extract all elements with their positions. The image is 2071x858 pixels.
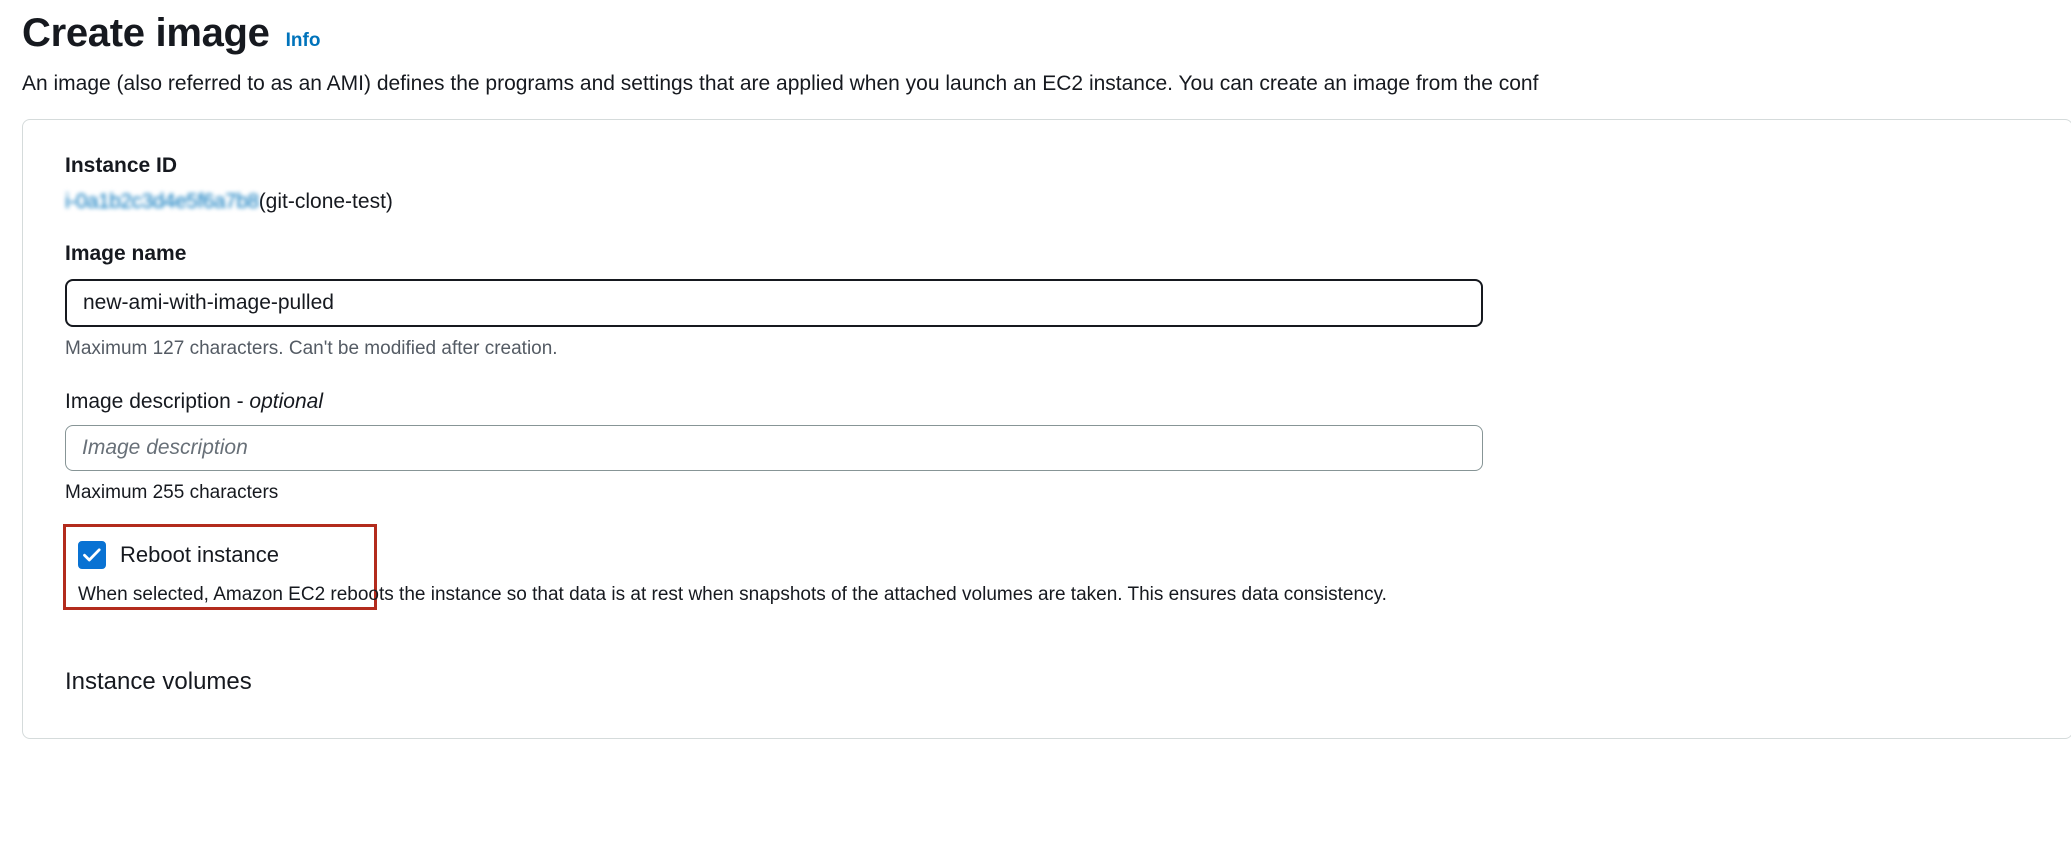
instance-volumes-title: Instance volumes <box>65 667 252 695</box>
image-description-field <box>65 388 2071 506</box>
reboot-instance-highlight <box>63 524 1387 610</box>
image-description-label-text: Image description - <box>65 389 250 413</box>
image-name-hint: Maximum 127 characters. Can't be modified after creation. <box>65 337 558 359</box>
instance-name-suffix: (git-clone-test) <box>258 189 393 213</box>
reboot-instance-description: When selected, Amazon EC2 reboots the instance so that data is at rest when snapshots of the attached volumes are taken. This ensures data consistency. <box>78 583 1387 605</box>
instance-id-field <box>65 152 2071 213</box>
instance-id-redacted-value[interactable]: i-0a1b2c3d4e5f6a7b8 <box>65 189 259 213</box>
image-description-input[interactable] <box>65 425 1483 471</box>
image-description-hint: Maximum 255 characters <box>65 481 279 503</box>
image-name-field <box>65 240 2071 362</box>
image-name-label: Image name <box>65 241 187 265</box>
image-description-optional-text: optional <box>249 389 323 413</box>
reboot-instance-row[interactable] <box>78 541 374 569</box>
reboot-instance-checkbox[interactable] <box>78 541 106 569</box>
instance-id-value-row <box>65 190 2071 214</box>
create-image-form-container <box>22 119 2071 739</box>
page-title: Create image <box>22 11 270 55</box>
page-description: An image (also referred to as an AMI) defines the programs and settings that are applied when you launch an EC2 instance. You can create an image from the conf <box>22 72 1539 95</box>
image-description-label <box>65 388 2071 415</box>
info-link[interactable]: Info <box>285 30 321 51</box>
reboot-instance-label: Reboot instance <box>120 541 279 567</box>
image-name-input[interactable] <box>65 279 1483 327</box>
instance-id-label: Instance ID <box>65 154 178 178</box>
page-header <box>22 0 2071 56</box>
